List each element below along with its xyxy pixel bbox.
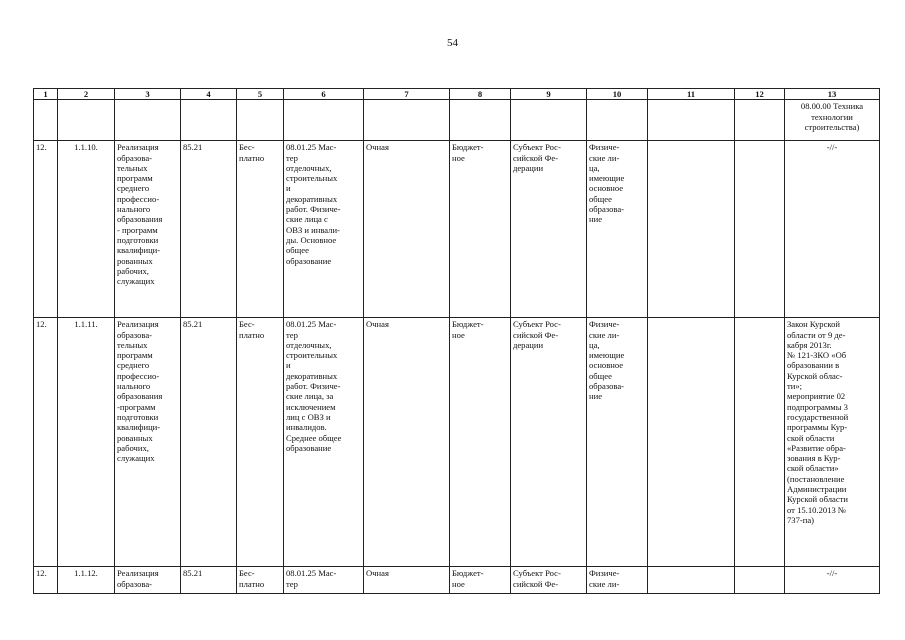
table-cell: Физиче- ские ли- ца, имеющие основное общее образова- ние xyxy=(587,318,648,567)
table-cell: Реализация образова- xyxy=(115,567,181,594)
table-cell xyxy=(34,100,58,141)
table-cell: 08.01.25 Мас- тер xyxy=(284,567,364,594)
column-header: 10 xyxy=(587,89,648,100)
table-cell: 1.1.12. xyxy=(58,567,115,594)
table-cell: Физиче- ские ли- ца, имеющие основное общее образова- ние xyxy=(587,141,648,318)
table-cell: 85.21 xyxy=(181,318,237,567)
table-cell: Бес- платно xyxy=(237,141,284,318)
table-row xyxy=(34,567,880,594)
table-row xyxy=(34,141,880,318)
table-cell xyxy=(735,318,785,567)
table-cell: Бес- платно xyxy=(237,318,284,567)
table-cell xyxy=(511,100,587,141)
table-cell: Очная xyxy=(364,567,450,594)
table-cell: Субъект Рос- сийской Фе- xyxy=(511,567,587,594)
column-header: 5 xyxy=(237,89,284,100)
table-row xyxy=(34,318,880,567)
table-cell: Бес- платно xyxy=(237,567,284,594)
table-cell: Закон Курской области от 9 де- кабря 2013г. № 121-ЗКО «Об образовании в Курской облас- ти»; мероприятие 02 подпрограммы 3 государственной программы Кур- ской области «Развитие обра- зования в Кур- ской области» (постановление Администрации Курской области от 15.10.2013 № 737-па) xyxy=(785,318,880,567)
column-header: 4 xyxy=(181,89,237,100)
table-cell xyxy=(648,141,735,318)
table-cell: -//- xyxy=(785,141,880,318)
table-cell: Физиче- ские ли- xyxy=(587,567,648,594)
table-cell: 12. xyxy=(34,141,58,318)
table-cell xyxy=(735,567,785,594)
column-header: 7 xyxy=(364,89,450,100)
table-cell xyxy=(450,100,511,141)
table-cell: 08.01.25 Мас- тер отделочных, строительных и декоративных работ. Физиче- ские лица с ОВЗ и инвали- ды. Основное общее образование xyxy=(284,141,364,318)
table-cell xyxy=(364,100,450,141)
table-row xyxy=(34,100,880,141)
column-header: 3 xyxy=(115,89,181,100)
column-header: 6 xyxy=(284,89,364,100)
column-header: 12 xyxy=(735,89,785,100)
table-cell: Субъект Рос- сийской Фе- дерации xyxy=(511,141,587,318)
table-cell: 1.1.10. xyxy=(58,141,115,318)
table-cell: Реализация образова- тельных программ среднего профессио- нального образования - программ подготовки квалифици- рованных рабочих, служащих xyxy=(115,141,181,318)
table-cell xyxy=(735,141,785,318)
table-cell xyxy=(58,100,115,141)
table-cell xyxy=(648,567,735,594)
table-cell: Бюджет- ное xyxy=(450,318,511,567)
table-cell: 85.21 xyxy=(181,567,237,594)
table-cell: Очная xyxy=(364,318,450,567)
table-cell: -//- xyxy=(785,567,880,594)
table-cell: Субъект Рос- сийской Фе- дерации xyxy=(511,318,587,567)
table-cell xyxy=(237,100,284,141)
table-header-row xyxy=(34,89,880,100)
table-cell: Бюджет- ное xyxy=(450,567,511,594)
table-cell: 08.01.25 Мас- тер отделочных, строительных и декоративных работ. Физиче- ские лица, за исключением лиц с ОВЗ и инвалидов. Среднее общее образование xyxy=(284,318,364,567)
column-header: 8 xyxy=(450,89,511,100)
table-cell: 1.1.11. xyxy=(58,318,115,567)
table-cell: 08.00.00 Техника технологии строительства) xyxy=(785,100,880,141)
table-cell: Реализация образова- тельных программ среднего профессио- нального образования -программ подготовки квалифици- рованных рабочих, служащих xyxy=(115,318,181,567)
table-cell xyxy=(181,100,237,141)
table-cell: Очная xyxy=(364,141,450,318)
document-table xyxy=(33,88,880,594)
table-cell xyxy=(115,100,181,141)
column-header: 2 xyxy=(58,89,115,100)
column-header: 1 xyxy=(34,89,58,100)
table-cell xyxy=(284,100,364,141)
column-header: 11 xyxy=(648,89,735,100)
table-cell xyxy=(648,100,735,141)
table-cell xyxy=(735,100,785,141)
table-cell: 12. xyxy=(34,567,58,594)
column-header: 9 xyxy=(511,89,587,100)
table-cell: 85.21 xyxy=(181,141,237,318)
table-cell xyxy=(587,100,648,141)
table-cell: 12. xyxy=(34,318,58,567)
table-cell: Бюджет- ное xyxy=(450,141,511,318)
table-cell xyxy=(648,318,735,567)
page-number: 54 xyxy=(447,37,458,49)
column-header: 13 xyxy=(785,89,880,100)
